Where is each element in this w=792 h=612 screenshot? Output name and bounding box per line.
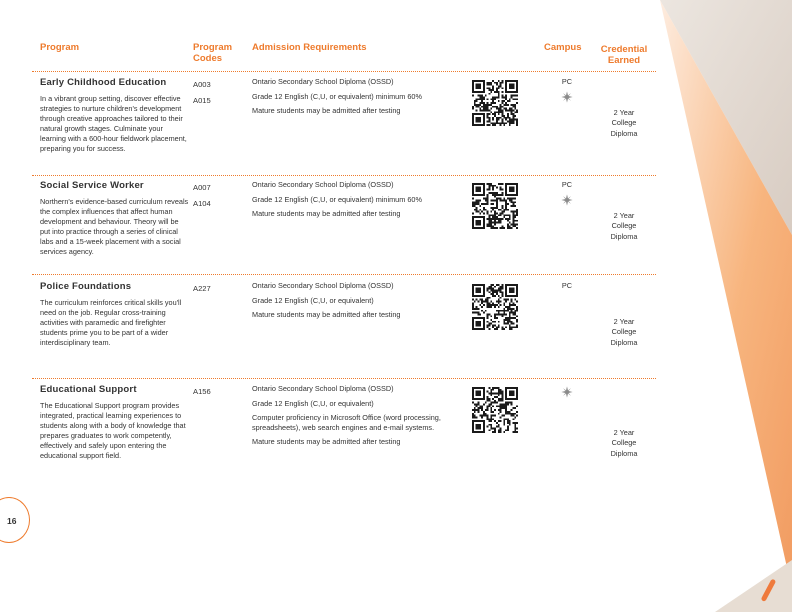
- program-code: A015: [193, 95, 211, 105]
- credential-line: College: [611, 118, 637, 128]
- divider: [32, 274, 656, 275]
- qr-code[interactable]: [472, 80, 518, 126]
- campus: [552, 281, 582, 290]
- program-codes: [193, 77, 211, 108]
- program-title: Police Foundations: [40, 281, 132, 292]
- requirement: Ontario Secondary School Diploma (OSSD): [252, 384, 394, 393]
- program-description: In a vibrant group setting, discover effective strategies to nurture children's development through creative approaches tailored to their natural growth stages. Culminate your learning with a 600-hour fieldwork placement, preparing you for success.: [40, 94, 187, 153]
- credential-line: Diploma: [610, 128, 638, 138]
- divider: [32, 378, 656, 379]
- program-codes: [193, 281, 211, 297]
- campus-label: PC: [561, 281, 573, 290]
- credential-line: Diploma: [610, 231, 638, 241]
- divider: [32, 71, 656, 72]
- program-description: Northern's evidence-based curriculum reveals the complex influences that affect human development and behaviour. Theory will be put into practice through a series of clinical labs and a 15-week placement with a social services agency.: [40, 197, 189, 256]
- campus: [552, 180, 582, 206]
- credential-line: College: [611, 327, 637, 337]
- requirement: Grade 12 English (C,U, or equivalent) minimum 60%: [252, 194, 422, 204]
- program-codes: [193, 180, 211, 211]
- program-codes: [193, 384, 211, 400]
- program-code: A007: [193, 183, 211, 192]
- qr-code[interactable]: [472, 284, 518, 330]
- requirement: Grade 12 English (C,U, or equivalent) minimum 60%: [252, 91, 422, 101]
- requirement: Mature students may be admitted after testing: [252, 106, 401, 115]
- program-code: A227: [193, 284, 211, 293]
- credential-line: 2 Year: [613, 428, 635, 437]
- requirement: Mature students may be admitted after testing: [252, 209, 401, 218]
- credential-line: 2 Year: [613, 108, 635, 117]
- campus: [552, 77, 582, 103]
- campus-label: PC: [561, 180, 573, 189]
- qr-code[interactable]: [472, 183, 518, 229]
- requirement: Computer proficiency in Microsoft Office (word processing, spreadsheets), web search engines and e-mail systems.: [252, 413, 441, 432]
- header-credential-earned: Credential Earned: [600, 44, 648, 66]
- requirement: Grade 12 English (C,U, or equivalent): [252, 398, 374, 408]
- program-description: The curriculum reinforces critical skills you'll need on the job. Regular cross-training activities with paramedic and firefighter students prime you to be part of a wider interdisciplinary team.: [40, 298, 182, 347]
- credential-line: College: [611, 221, 637, 231]
- requirement: Ontario Secondary School Diploma (OSSD): [252, 180, 394, 189]
- credential-line: College: [611, 438, 637, 448]
- online-campus-star-icon: [561, 386, 573, 398]
- online-campus-star-icon: [561, 91, 573, 103]
- admission-requirements: [252, 77, 448, 121]
- credential-line: 2 Year: [613, 317, 635, 326]
- credential-earned: [592, 428, 656, 459]
- admission-requirements: [252, 384, 448, 452]
- credential-earned: [592, 317, 656, 348]
- requirement: Mature students may be admitted after testing: [252, 310, 401, 319]
- credential-line: 2 Year: [613, 211, 635, 220]
- admission-requirements: [252, 180, 448, 224]
- credential-earned: [592, 211, 656, 242]
- credential-line: Diploma: [610, 337, 638, 347]
- campus: [552, 384, 582, 398]
- qr-code[interactable]: [472, 387, 518, 433]
- program-title: Early Childhood Education: [40, 77, 167, 88]
- program-title: Educational Support: [40, 384, 137, 395]
- requirement: Ontario Secondary School Diploma (OSSD): [252, 77, 394, 86]
- campus-label: PC: [561, 77, 573, 86]
- program-code: A156: [193, 387, 211, 396]
- requirement: Ontario Secondary School Diploma (OSSD): [252, 281, 394, 290]
- header-program: Program: [40, 42, 80, 53]
- online-campus-star-icon: [561, 194, 573, 206]
- credential-earned: [592, 108, 656, 139]
- credential-line: Diploma: [610, 448, 638, 458]
- page-number: 16: [7, 516, 17, 526]
- program-code: A003: [193, 80, 211, 89]
- header-campus: Campus: [544, 42, 582, 53]
- requirement: Grade 12 English (C,U, or equivalent): [252, 295, 374, 305]
- header-program-codes: Program Codes: [193, 42, 233, 64]
- requirement: Mature students may be admitted after testing: [252, 437, 401, 446]
- divider: [32, 175, 656, 176]
- program-description: The Educational Support program provides integrated, practical learning experiences to students along with a body of knowledge that prepares graduates to work competently, effectively and safely upon entering the educational support field.: [40, 401, 186, 460]
- program-code: A104: [193, 198, 211, 208]
- program-title: Social Service Worker: [40, 180, 144, 191]
- admission-requirements: [252, 281, 448, 325]
- header-admission-requirements: Admission Requirements: [252, 42, 367, 53]
